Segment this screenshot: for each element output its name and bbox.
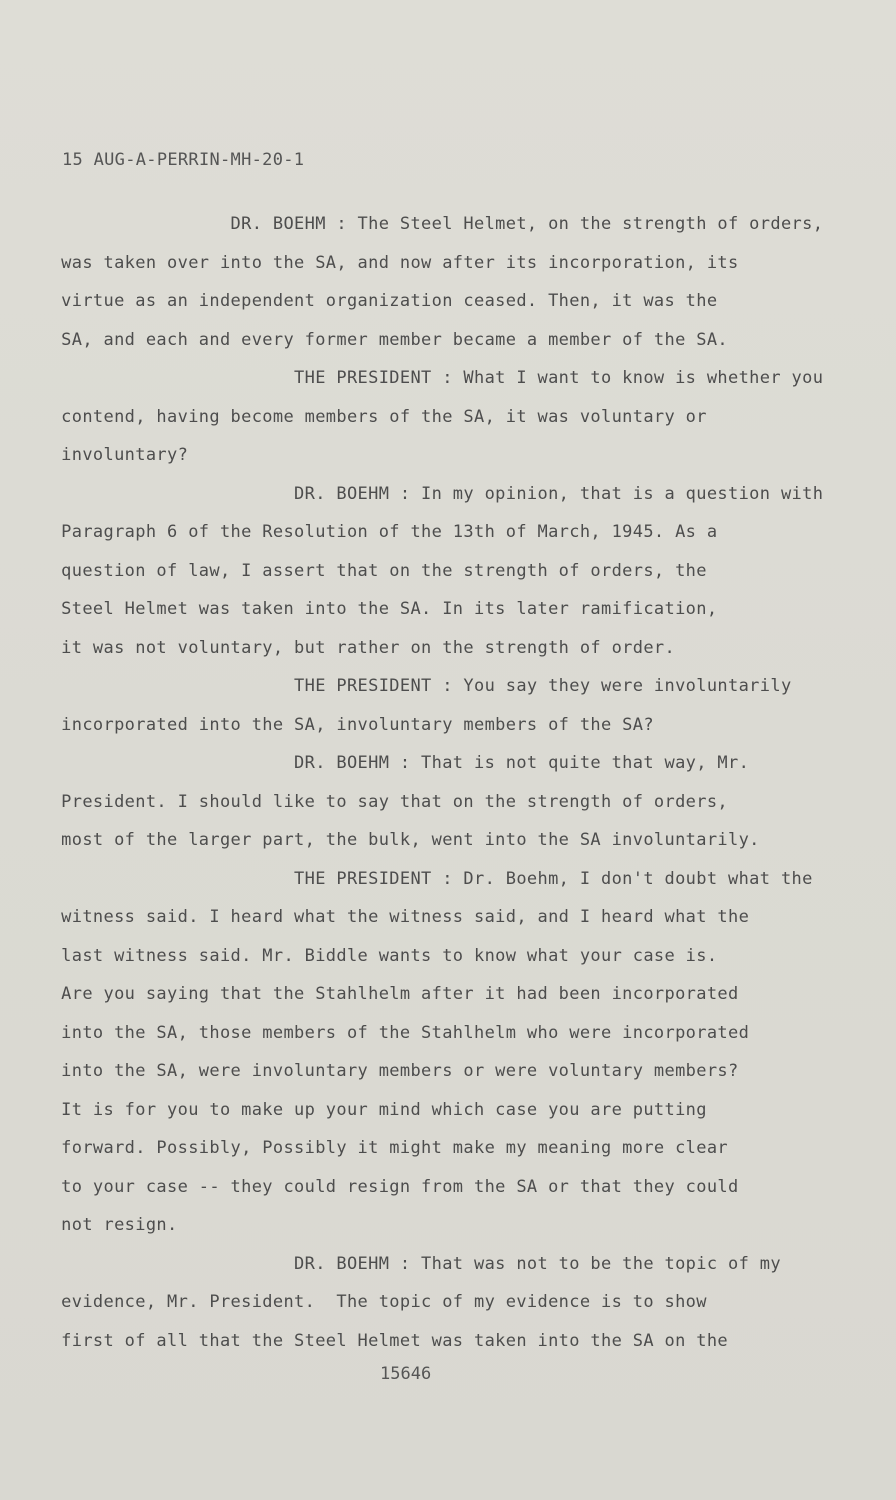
text-line: not resign. [40, 1215, 178, 1235]
text-line: into the SA, were involuntary members or were voluntary members? [40, 1061, 739, 1081]
paragraph [40, 860, 840, 1245]
transcript-body [40, 205, 840, 1360]
paragraph [40, 744, 840, 860]
text-line: THE PRESIDENT : Dr. Boehm, I don't doubt what the [40, 868, 813, 889]
text-line: DR. BOEHM : That was not to be the topic of my [40, 1253, 781, 1274]
text-line: witness said. I heard what the witness said, and I heard what the [40, 907, 750, 927]
text-line: contend, having become members of the SA, it was voluntary or [40, 406, 707, 427]
text-line: THE PRESIDENT : What I want to know is whether you [40, 368, 824, 388]
text-line: into the SA, those members of the Stahlhelm who were incorporated [40, 1022, 750, 1043]
text-line: SA, and each and every former member became a member of the SA. [40, 329, 729, 350]
paragraph [40, 1245, 840, 1361]
text-line: involuntary? [40, 445, 189, 465]
document-header: 15 AUG-A-PERRIN-MH-20-1 [62, 150, 305, 170]
text-line: question of law, I assert that on the strength of orders, the [40, 560, 707, 581]
text-line: DR. BOEHM : That is not quite that way, Mr. [40, 753, 750, 773]
paragraph [40, 205, 840, 359]
page-number: 15646 [380, 1364, 432, 1384]
paragraph [40, 667, 840, 744]
text-line: incorporated into the SA, involuntary members of the SA? [40, 714, 654, 735]
text-line: THE PRESIDENT : You say they were involuntarily [40, 676, 792, 696]
text-line: was taken over into the SA, and now after its incorporation, its [40, 252, 739, 273]
text-line: DR. BOEHM : In my opinion, that is a question with [40, 483, 824, 504]
text-line: President. I should like to say that on the strength of orders, [40, 791, 729, 812]
text-line: forward. Possibly, Possibly it might make my meaning more clear [40, 1138, 729, 1158]
text-line: it was not voluntary, but rather on the strength of order. [40, 637, 676, 658]
text-line: DR. BOEHM : The Steel Helmet, on the strength of orders, [40, 214, 824, 234]
text-line: evidence, Mr. President. The topic of my evidence is to show [40, 1292, 707, 1312]
text-line: Steel Helmet was taken into the SA. In its later ramification, [40, 599, 718, 619]
text-line: It is for you to make up your mind which case you are putting [40, 1099, 707, 1120]
text-line: first of all that the Steel Helmet was taken into the SA on the [40, 1330, 729, 1351]
text-line: virtue as an independent organization ceased. Then, it was the [40, 291, 718, 311]
text-line: last witness said. Mr. Biddle wants to know what your case is. [40, 945, 718, 966]
text-line: Are you saying that the Stahlhelm after it had been incorporated [40, 984, 739, 1004]
text-line: Paragraph 6 of the Resolution of the 13th of March, 1945. As a [40, 522, 718, 542]
paragraph [40, 475, 840, 668]
text-line: to your case -- they could resign from the SA or that they could [40, 1176, 739, 1197]
paragraph [40, 359, 840, 475]
text-line: most of the larger part, the bulk, went into the SA involuntarily. [40, 830, 760, 850]
